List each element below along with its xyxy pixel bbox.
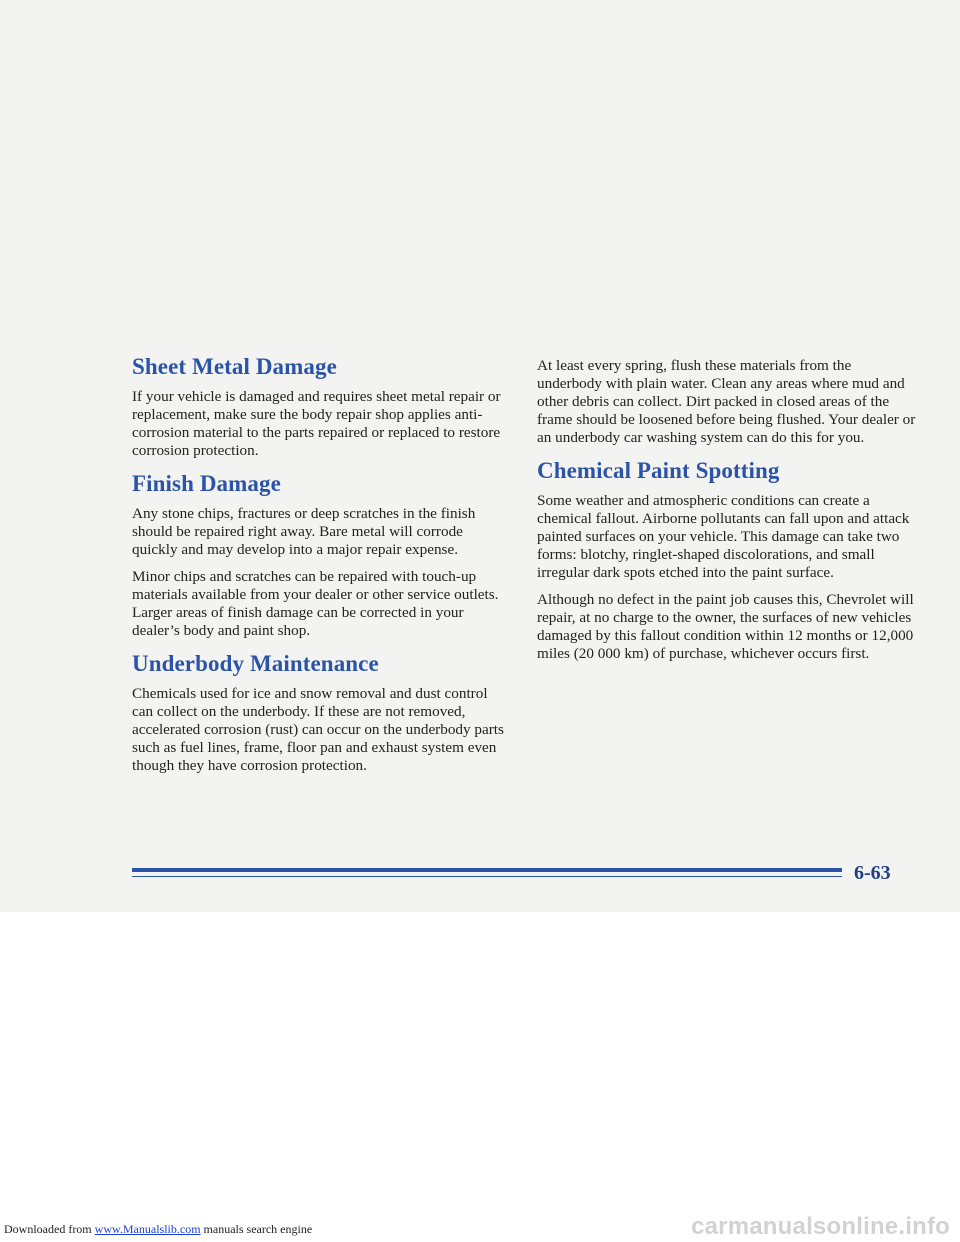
left-column	[132, 352, 510, 784]
paragraph-chemical-1: Some weather and atmospheric conditions can create a chemical fallout. Airborne pollutants can fall upon and attack painted surfaces on your vehicle. This damage can take two forms: blotchy, ringlet-shaped discolorations, and small irregular dark spots etched into the paint surface.	[537, 492, 910, 581]
heading-chemical-paint-spotting: Chemical Paint Spotting	[537, 458, 780, 483]
paragraph-chemical-2: Although no defect in the paint job causes this, Chevrolet will repair, at no charge to the owner, the surfaces of new vehicles damaged by this fallout condition within 12 months or 12,000 miles (20 000 km) of purchase, whichever occurs first.	[537, 591, 914, 662]
paragraph-finish-2: Minor chips and scratches can be repaired with touch-up materials available from your dealer or other service outlets. Larger areas of finish damage can be corrected in your dealer’s body and paint shop.	[132, 568, 499, 639]
footer-rule-thick	[132, 868, 842, 872]
right-column	[537, 357, 917, 672]
footer-rule-thin	[132, 876, 842, 877]
footer-suffix: manuals search engine	[200, 1222, 313, 1236]
site-watermark: carmanualsonline.info	[691, 1213, 950, 1240]
heading-underbody-maintenance: Underbody Maintenance	[132, 651, 379, 676]
page-number: 6-63	[854, 862, 891, 884]
footer-prefix: Downloaded from	[4, 1222, 95, 1236]
footer-rule	[132, 862, 842, 882]
manualslib-link[interactable]: www.Manualslib.com	[94, 1222, 201, 1236]
paragraph-sheet-metal-1: If your vehicle is damaged and requires sheet metal repair or replacement, make sure the body repair shop applies anti-corrosion material to the parts repaired or replaced to restore corrosion protection.	[132, 388, 501, 459]
download-footer	[4, 1222, 312, 1237]
paragraph-finish-1: Any stone chips, fractures or deep scratches in the finish should be repaired right away. Bare metal will corrode quickly and may develop into a major repair expense.	[132, 505, 476, 558]
heading-finish-damage: Finish Damage	[132, 471, 281, 496]
heading-sheet-metal-damage: Sheet Metal Damage	[132, 354, 337, 379]
paragraph-underbody-1: Chemicals used for ice and snow removal and dust control can collect on the underbody. If these are not removed, accelerated corrosion (rust) can occur on the underbody parts such as fuel lines, frame, floor pan and exhaust system even though they have corrosion protection.	[132, 685, 504, 774]
paragraph-underbody-2: At least every spring, flush these materials from the underbody with plain water. Clean any areas where mud and other debris can collect. Dirt packed in closed areas of the frame should be loosened before being flushed. Your dealer or an underbody car washing system can do this for you.	[537, 357, 916, 446]
